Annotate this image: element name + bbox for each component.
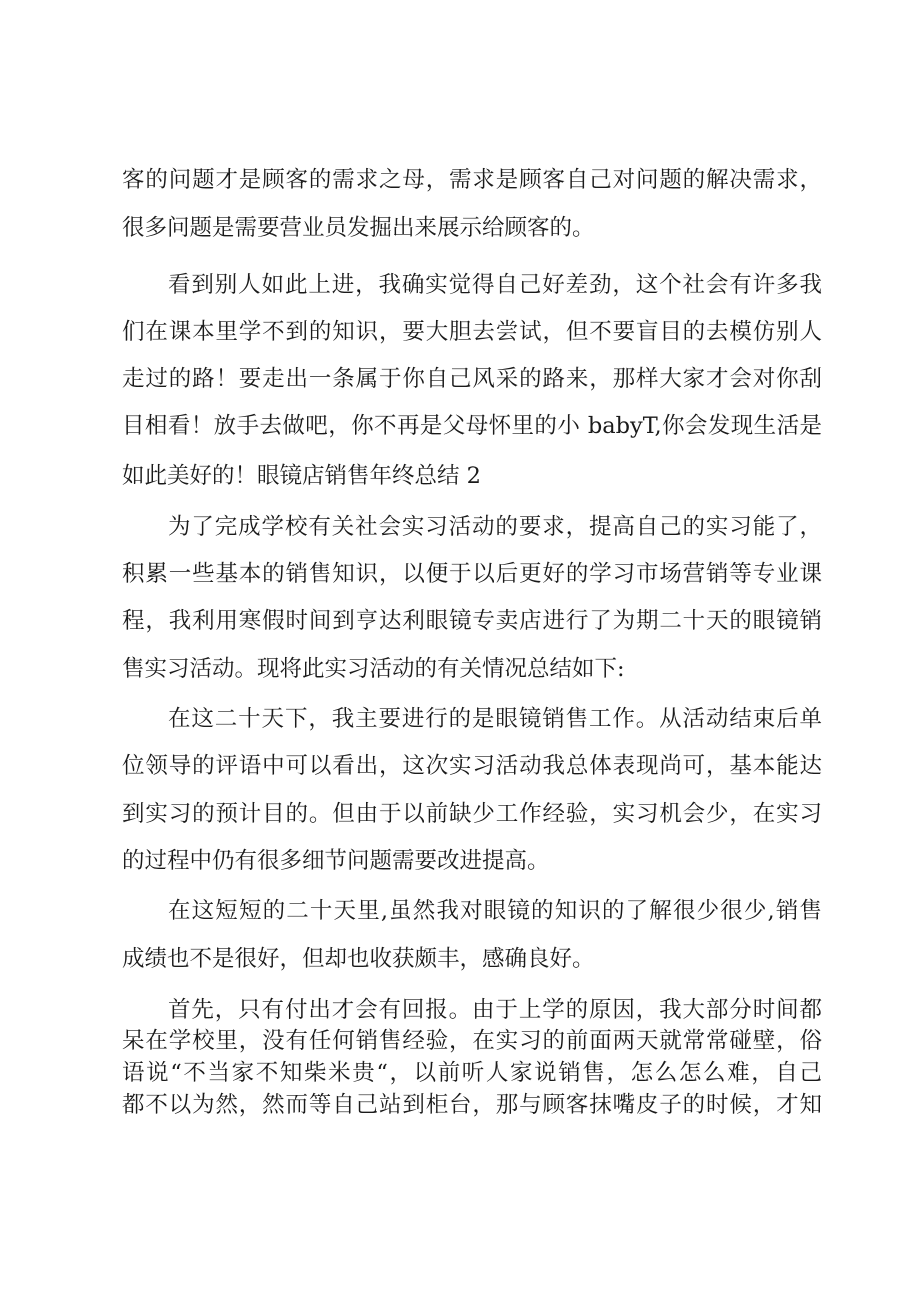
paragraph-3-line-2: 积累一些基本的销售知识，以便于以后更好的学习市场营销等专业课	[122, 561, 822, 587]
paragraph-5-line-2: 成绩也不是很好，但却也收获颇丰，感确良好。	[122, 946, 595, 972]
paragraph-6-line-4: 都不以为然，然而等自己站到柜台，那与顾客抹嘴皮子的时候，才知	[122, 1092, 822, 1118]
paragraph-4-line-4: 的过程中仍有很多细节问题需要改进提高。	[122, 848, 550, 874]
paragraph-1-line-1: 客的问题才是顾客的需求之母，需求是顾客自己对问题的解决需求，	[122, 167, 822, 193]
paragraph-3-line-1: 为了完成学校有关社会实习活动的要求，提高自己的实习能了，	[168, 514, 822, 540]
paragraph-2-line-2: 们在课本里学不到的知识，要大胆去尝试，但不要盲目的去模仿别人	[122, 319, 822, 345]
paragraph-6-line-3: 语说“不当家不知柴米贵“，以前听人家说销售，怎么怎么难，自己	[122, 1060, 822, 1086]
paragraph-5-line-1: 在这短短的二十天里,虽然我对眼镜的知识的了解很少很少,销售	[168, 898, 822, 924]
paragraph-4-line-2: 位领导的评语中可以看出，这次实习活动我总体表现尚可，基本能达	[122, 753, 822, 779]
paragraph-6-line-1: 首先，只有付出才会有回报。由于上学的原因，我大部分时间都	[168, 997, 822, 1023]
paragraph-2-line-3: 走过的路！要走出一条属于你自己风采的路来，那样大家才会对你刮	[122, 366, 822, 392]
paragraph-2-line-1: 看到别人如此上进，我确实觉得自己好差劲，这个社会有许多我	[168, 272, 822, 298]
paragraph-3-line-4: 售实习活动。现将此实习活动的有关情况总结如下:	[122, 656, 625, 682]
paragraph-6-line-2: 呆在学校里，没有任何销售经验，在实习的前面两天就常常碰壁，俗	[122, 1028, 822, 1054]
paragraph-1-line-2: 很多问题是需要营业员发掘出来展示给顾客的。	[122, 215, 595, 241]
paragraph-2-line-4: 目相看！放手去做吧，你不再是父母怀里的小 babyT,你会发现生活是	[122, 413, 822, 439]
paragraph-2-line-5: 如此美好的！眼镜店销售年终总结 2	[122, 463, 481, 489]
paragraph-4-line-1: 在这二十天下，我主要进行的是眼镜销售工作。从活动结束后单	[168, 706, 822, 732]
paragraph-4-line-3: 到实习的预计目的。但由于以前缺少工作经验，实习机会少，在实习	[122, 801, 822, 827]
paragraph-3-line-3: 程，我利用寒假时间到亨达利眼镜专卖店进行了为期二十天的眼镜销	[122, 608, 822, 634]
